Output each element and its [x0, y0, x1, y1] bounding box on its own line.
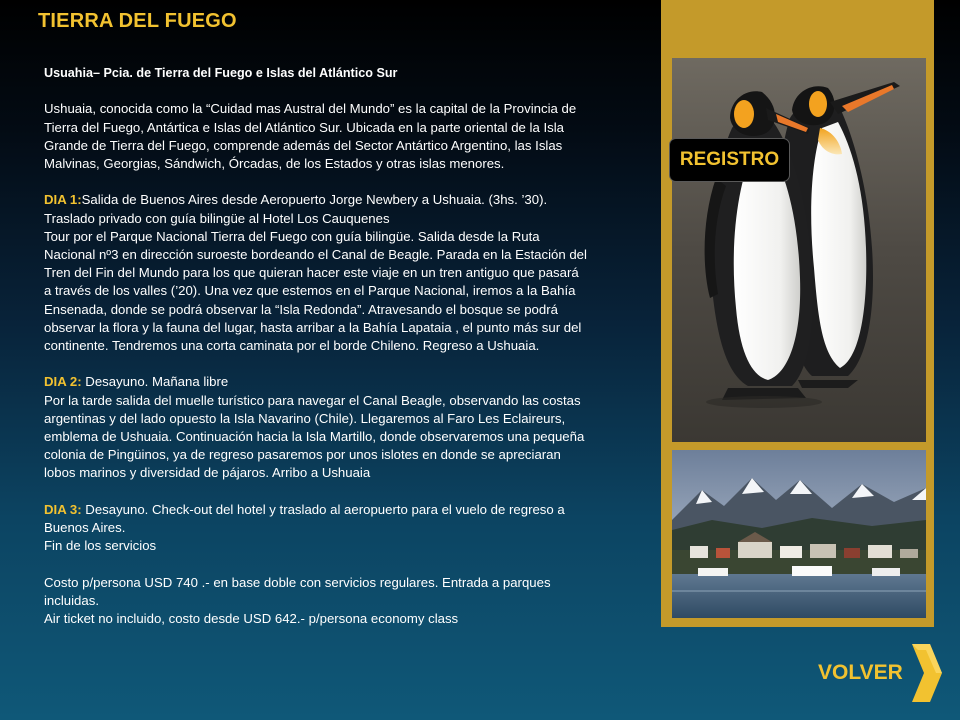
day2-paragraph — [44, 373, 589, 391]
cost-paragraph: Costo p/persona USD 740 .- en base doble con servicios regulares. Entrada a parques incluidas. — [44, 574, 551, 608]
chevron-right-icon — [908, 642, 944, 704]
day1-label: DIA 1: — [44, 192, 82, 208]
day3-text: Desayuno. Check-out del hotel y traslado al aeropuerto para el vuelo de regreso a Buenos Aires. — [44, 501, 565, 536]
day1-tour-paragraph: Tour por el Parque Nacional Tierra del Fuego con guía bilingüe. Salida desde la Ruta Nacional nº3 en dirección suroeste bordeando el Canal de Beagle. Parada en la Estación del Tren del Fin del Mundo para los que quieran hacer este viaje en un tren antiguo que pasará a través de los valles (’20). Una vez que estemos en el Parque Nacional, iremos a la Bahía Ensenada, donde se podrá observar la “Isla Redonda”. Atravesando el bosque se podrá observar la flora y la fauna del lugar, hasta arribar a la Bahía Lapataia , el punto más sur del continente. Tendremos una corta caminata por el borde Chileno. Regreso a Ushuaia. — [44, 228, 587, 354]
day2-detail-paragraph: Por la tarde salida del muelle turístico para navegar el Canal Beagle, observando las costas argentinas y del lado opuesto la Isla Navarino (Chile). Llegaremos al Faro Les Eclaireurs, emblema de Ushuaia. Continuación hacia la Isla Martillo, donde observaremos una pequeña colonia de Pingüinos, ya de regreso pasaremos por unos islotes en donde se apreciaran lobos marinos y diversidad de pájaros. Arribo a Ushuaia — [44, 392, 585, 481]
intro-paragraph: Ushuaia, conocida como la “Cuidad mas Austral del Mundo” es la capital de la Provincia de Tierra del Fuego, Antártica e Islas del Atlántico Sur. Ubicada en la parte oriental de la Isla Grande de Tierra del Fuego, comprende además del Sector Antártico Argentino, las Islas Malvinas, Georgias, Sándwich, Órcadas, de los Estados y otras islas menores. — [44, 101, 577, 171]
day2-text: Desayuno. Mañana libre — [81, 374, 229, 390]
day3-paragraph — [44, 501, 589, 537]
location-subtitle: Usuahia– Pcia. de Tierra del Fuego e Islas del Atlántico Sur — [44, 66, 398, 80]
day2-label: DIA 2: — [44, 374, 82, 390]
day3-label: DIA 3: — [44, 501, 82, 517]
page-title: TIERRA DEL FUEGO — [38, 10, 237, 32]
volver-button[interactable] — [818, 642, 944, 704]
registro-button[interactable]: REGISTRO — [669, 138, 790, 182]
end-of-services: Fin de los servicios — [44, 538, 157, 554]
volver-label: VOLVER — [818, 661, 903, 684]
ushuaia-photo — [672, 450, 926, 618]
day1-text: Salida de Buenos Aires desde Aeropuerto Jorge Newbery a Ushuaia. (3hs. ’30). Traslado privado con guía bilingüe al Hotel Los Cauquenes — [44, 192, 548, 226]
penguins-photo — [672, 58, 926, 442]
tour-description — [44, 64, 589, 628]
air-ticket-paragraph: Air ticket no incluido, costo desde USD 642.- p/persona economy class — [44, 611, 459, 627]
day1-paragraph — [44, 191, 589, 227]
ushuaia-illustration — [672, 450, 926, 618]
penguins-illustration — [672, 58, 926, 442]
